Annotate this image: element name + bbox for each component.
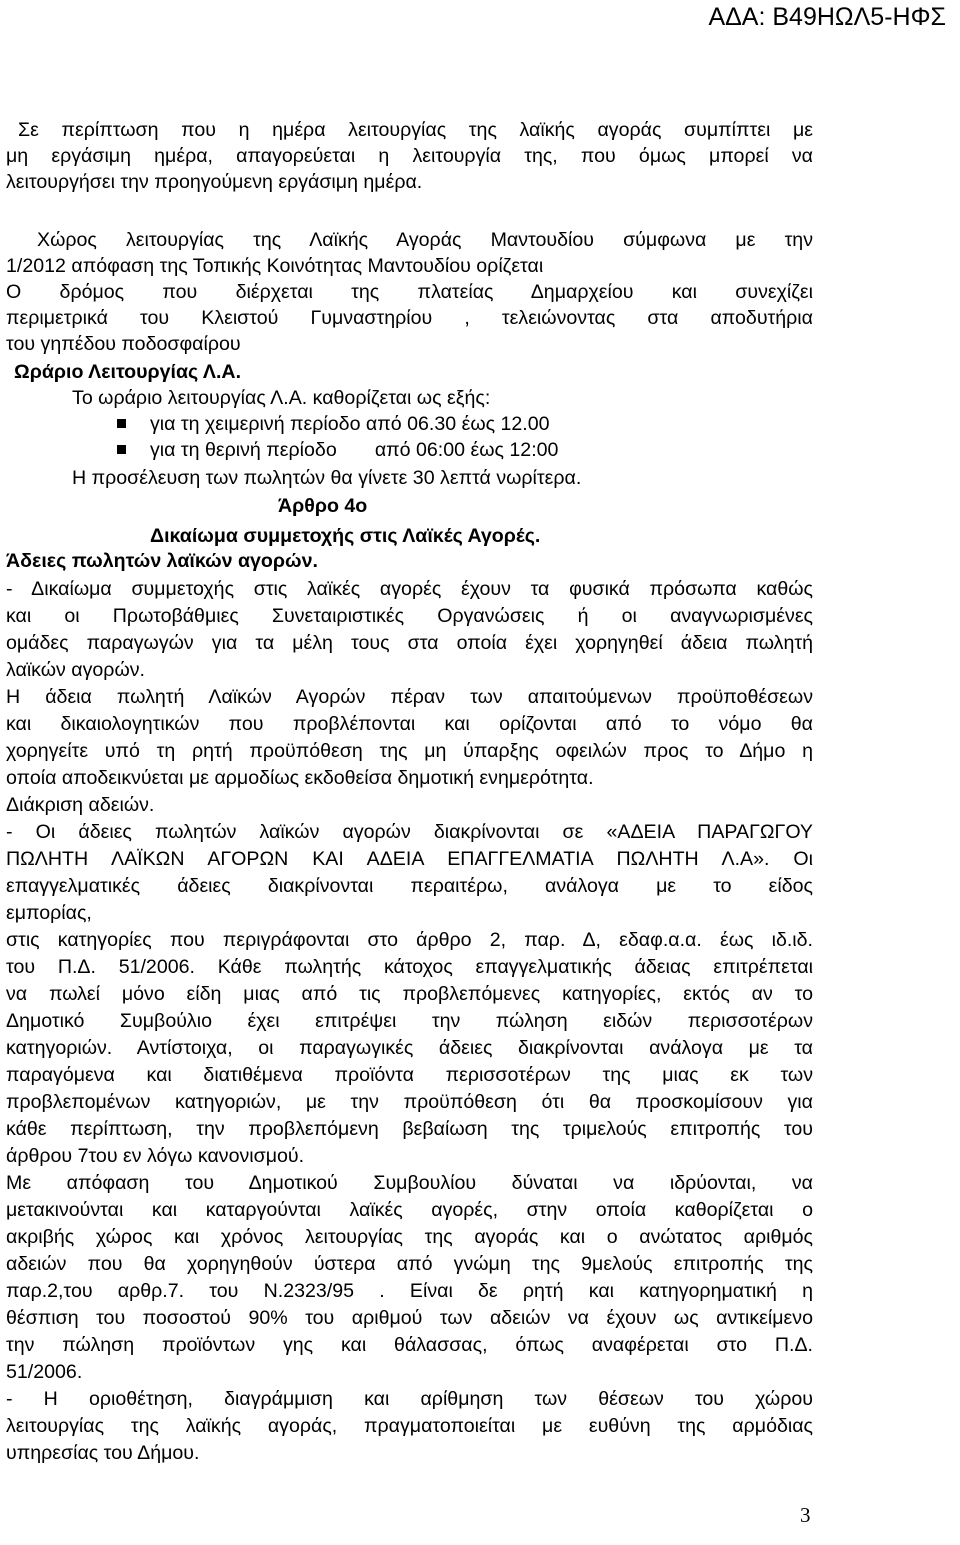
paragraph-line: περιμετρικά του Κλειστού Γυμναστηρίου , τελειώνοντας στα αποδυτήρια [6, 307, 813, 329]
paragraph-line: λαϊκών αγορών. [6, 659, 145, 681]
paragraph-line: - Η οριοθέτηση, διαγράμμιση και αρίθμηση των θέσεων του χώρου [6, 1388, 813, 1410]
paragraph-line: παρ.2,του αρθρ.7. του Ν.2323/95 . Είναι δε ρητή και κατηγορηματική η [6, 1280, 813, 1302]
list-item-text: για τη θερινή περίοδο από 06:00 έως 12:00 [150, 439, 559, 461]
paragraph-line: Το ωράριο λειτουργίας Λ.Α. καθορίζεται ως εξής: [72, 387, 491, 409]
paragraph-line: του Π.Δ. 51/2006. Κάθε πωλητής κάτοχος επαγγελματικής άδειας επιτρέπεται [6, 956, 813, 978]
paragraph-line: ακριβής χώρος και χρόνος λειτουργίας της αγοράς και ο ανώτατος αριθμός [6, 1226, 813, 1248]
paragraph-line: και δικαιολογητικών που προβλέπονται και ορίζονται από το νόμο θα [6, 713, 813, 735]
paragraph-line: άρθρου 7του εν λόγω κανονισμού. [6, 1145, 305, 1167]
paragraph-line: κάθε περίπτωση, την προβλεπόμενη βεβαίωση της τριμελούς επιτροπής του [6, 1118, 813, 1140]
paragraph-line: Η προσέλευση των πωλητών θα γίνετε 30 λεπτά νωρίτερα. [72, 467, 582, 489]
article-title-text: Άρθρο 4ο [278, 495, 368, 517]
paragraph-line: εμπορίας, [6, 902, 92, 924]
article-subtitle: Δικαίωμα συμμετοχής στις Λαϊκές Αγορές. [150, 525, 541, 547]
paragraph-line: να πωλεί μόνο είδη μιας από τις προβλεπόμενες κατηγορίες, εκτός αν το [6, 983, 813, 1005]
paragraph-line: Σε περίπτωση που η ημέρα λειτουργίας της λαϊκής αγοράς συμπίπτει με [18, 119, 813, 141]
paragraph-line: 1/2012 απόφαση της Τοπικής Κοινότητας Μαντουδίου ορίζεται [6, 255, 544, 277]
paragraph-line: - Δικαίωμα συμμετοχής στις λαϊκές αγορές έχουν τα φυσικά πρόσωπα καθώς [6, 578, 813, 600]
paragraph-line: Η άδεια πωλητή Λαϊκών Αγορών πέραν των απαιτούμενων προϋποθέσεων [6, 686, 813, 708]
paragraph-line: - Οι άδειες πωλητών λαϊκών αγορών διακρίνονται σε «ΑΔΕΙΑ ΠΑΡΑΓΩΓΟΥ [6, 821, 813, 843]
paragraph-line: προβλεπομένων κατηγοριών, με την προϋπόθεση ότι θα προσκομίσουν για [6, 1091, 813, 1113]
paragraph-line: κατηγοριών. Αντίστοιχα, οι παραγωγικές άδειες διακρίνονται ανάλογα με τα [6, 1037, 813, 1059]
article-title [278, 493, 960, 519]
paragraph-line: Χώρος λειτουργίας της Λαϊκής Αγοράς Μαντουδίου σύμφωνα με την [37, 229, 813, 251]
paragraph-line: στις κατηγορίες που περιγράφονται στο άρθρο 2, παρ. Δ, εδαφ.α.α. έως ιδ.ιδ. [6, 929, 813, 951]
paragraph-line: υπηρεσίας του Δήμου. [6, 1442, 200, 1464]
paragraph-line: ομάδες παραγωγών για τα μέλη τους στα οποία έχει χορηγηθεί άδεια πωλητή [6, 632, 813, 654]
page-number: 3 [800, 1503, 811, 1527]
paragraph-line: Με απόφαση του Δημοτικού Συμβουλίου δύναται να ιδρύονται, να [6, 1172, 813, 1194]
paragraph-line: Ο δρόμος που διέρχεται της πλατείας Δημαρχείου και συνεχίζει [6, 281, 813, 303]
ada-header: ΑΔΑ: Β49ΗΩΛ5-ΗΦΣ [708, 3, 946, 31]
paragraph-line: του γηπέδου ποδοσφαίρου [6, 333, 241, 355]
paragraph-line: οποία αποδεικνύεται με αρμοδίως εκδοθείσα δημοτική ενημερότητα. [6, 767, 594, 789]
paragraph-line: μη εργάσιμη ημέρα, απαγορεύεται η λειτουργία της, που όμως μπορεί να [6, 145, 813, 167]
section-heading: Διάκριση αδειών. [6, 794, 155, 816]
paragraph-line: λειτουργήσει την προηγούμενη εργάσιμη ημέρα. [6, 171, 423, 193]
section-heading: Ωράριο Λειτουργίας Λ.Α. [14, 361, 242, 383]
paragraph-line: μετακινούνται και καταργούνται λαϊκές αγορές, στην οποία καθορίζεται ο [6, 1199, 813, 1221]
paragraph-line: ΠΩΛΗΤΗ ΛΑΪΚΩΝ ΑΓΟΡΩΝ ΚΑΙ ΑΔΕΙΑ ΕΠΑΓΓΕΛΜΑΤΙΑ ΠΩΛΗΤΗ Λ.Α». Οι [6, 848, 813, 870]
paragraph-line: Δημοτικό Συμβούλιο έχει επιτρέψει την πώληση ειδών περισσοτέρων [6, 1010, 813, 1032]
paragraph-line: 51/2006. [6, 1361, 83, 1383]
paragraph-line: αδειών που θα χορηγηθούν ύστερα από γνώμη της 9μελούς επιτροπής της [6, 1253, 813, 1275]
paragraph-line: την πώληση προϊόντων γης και θάλασσας, όπως αναφέρεται στο Π.Δ. [6, 1334, 813, 1356]
paragraph-line: θέσπιση του ποσοστού 90% του αριθμού των αδειών να έχουν ως αντικείμενο [6, 1307, 813, 1329]
list-item-text: για τη χειμερινή περίοδο από 06.30 έως 12.00 [150, 413, 550, 435]
paragraph-line: χορηγείτε υπό τη ρητή προϋπόθεση της μη ύπαρξης οφειλών προς το Δήμο η [6, 740, 813, 762]
section-heading: Άδειες πωλητών λαϊκών αγορών. [6, 550, 318, 572]
paragraph-line: λειτουργίας της λαϊκής αγοράς, πραγματοποιείται με ευθύνη της αρμόδιας [6, 1415, 813, 1437]
paragraph-line: επαγγελματικές άδειες διακρίνονται περαιτέρω, ανάλογα με το είδος [6, 875, 813, 897]
paragraph-line: παραγόμενα και διατιθέμενα προϊόντα περισσοτέρων της μιας εκ των [6, 1064, 813, 1086]
paragraph-line: και οι Πρωτοβάθμιες Συνεταιριστικές Οργανώσεις ή οι αναγνωρισμένες [6, 605, 813, 627]
